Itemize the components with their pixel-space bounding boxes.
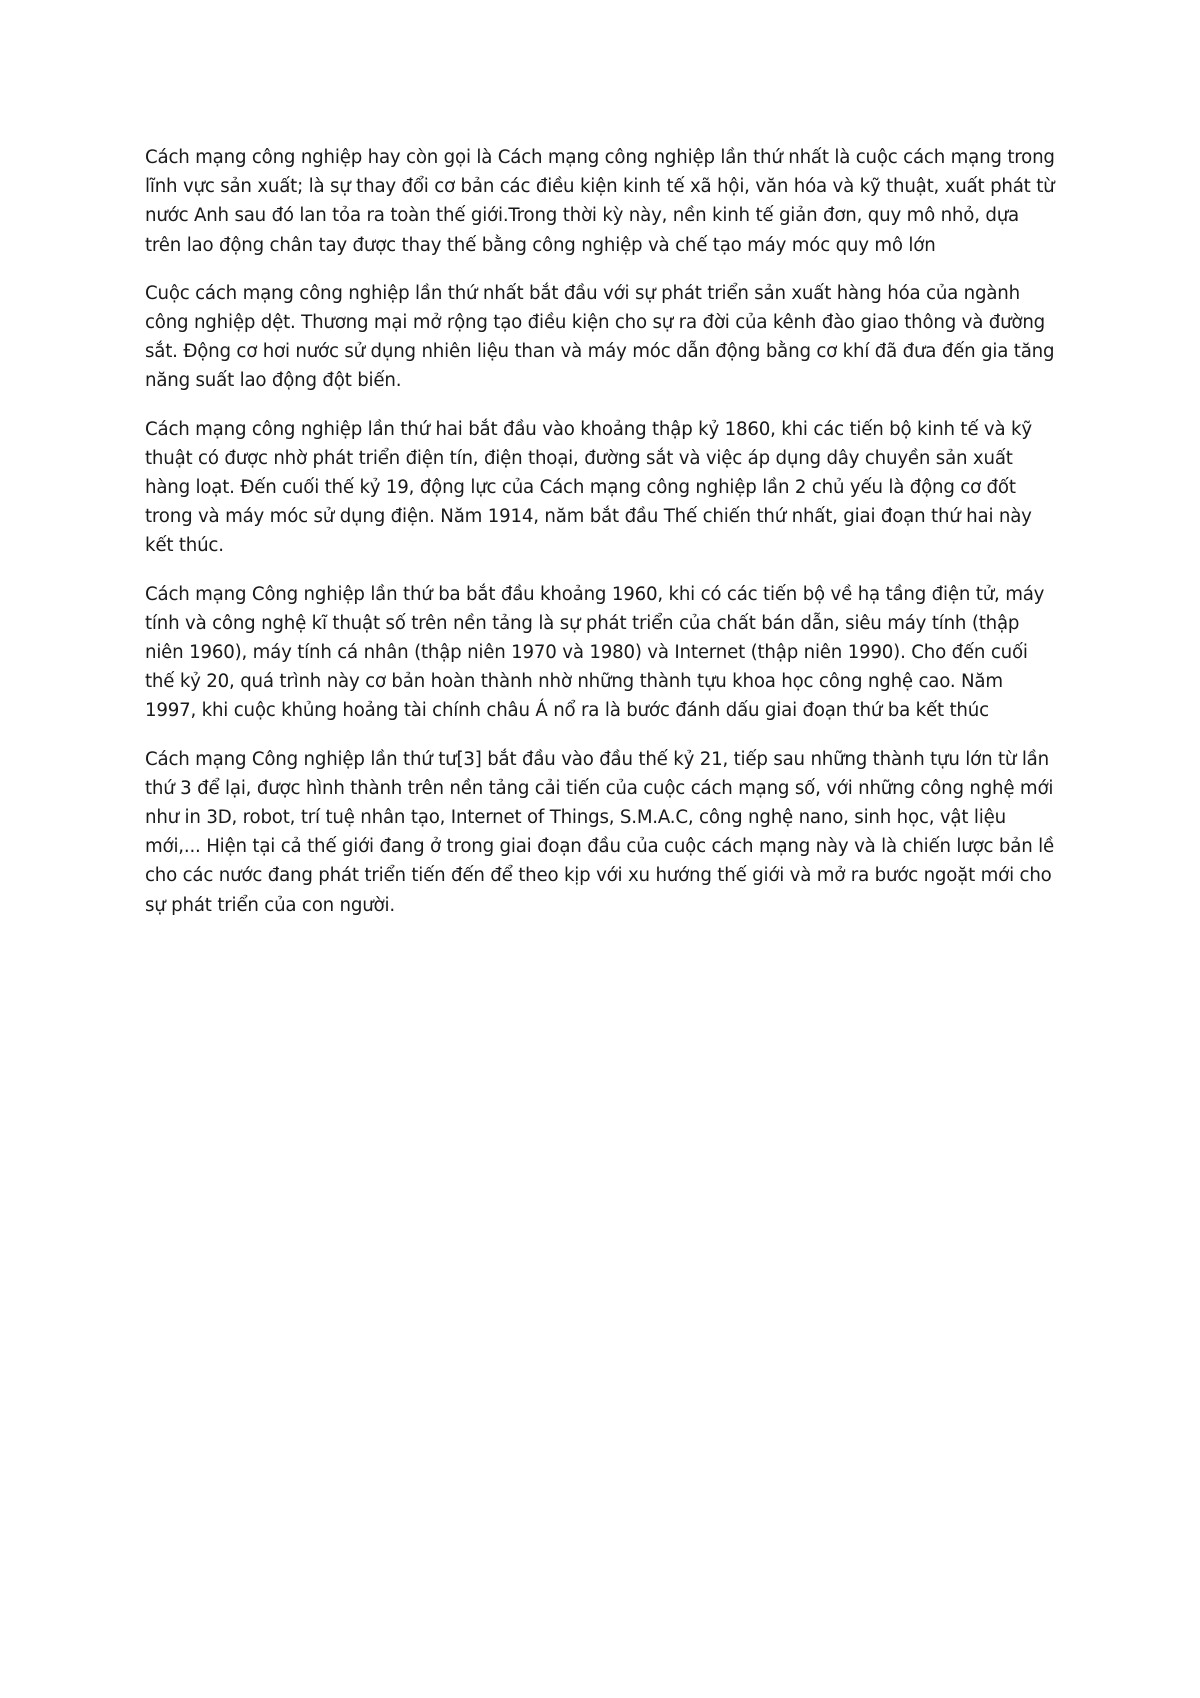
paragraph-first-industrial-revolution: Cách mạng công nghiệp hay còn gọi là Cách mạng công nghiệp lần thứ nhất là cuộc cách mạng trong lĩnh vực sản xuất; là sự thay đổi cơ bản các điều kiện kinh tế xã hội, văn hóa và kỹ thuật, xuất phát từ nước Anh sau đó lan tỏa ra toàn thế giới.Trong thời kỳ này, nền kinh tế giản đơn, quy mô nhỏ, dựa trên lao động chân tay được thay thế bằng công nghiệp và chế tạo máy móc quy mô lớn xyxy=(145,147,1055,256)
paragraph-second-industrial-revolution: Cách mạng công nghiệp lần thứ hai bắt đầu vào khoảng thập kỷ 1860, khi các tiến bộ kinh tế và kỹ thuật có được nhờ phát triển điện tín, điện thoại, đường sắt và việc áp dụng dây chuyền sản xuất hàng loạt. Đến cuối thế kỷ 19, động lực của Cách mạng công nghiệp lần 2 chủ yếu là động cơ đốt trong và máy móc sử dụng điện. Năm 1914, năm bắt đầu Thế chiến thứ nhất, giai đoạn thứ hai này kết thúc. xyxy=(145,418,1032,557)
paragraph-first-revolution-details: Cuộc cách mạng công nghiệp lần thứ nhất bắt đầu với sự phát triển sản xuất hàng hóa của ngành công nghiệp dệt. Thương mại mở rộng tạo điều kiện cho sự ra đời của kênh đào giao thông và đường sắt. Động cơ hơi nước sử dụng nhiên liệu than và máy móc dẫn động bằng cơ khí đã đưa đến gia tăng năng suất lao động đột biến. xyxy=(145,282,1055,392)
document-body xyxy=(145,143,1055,939)
paragraph-fourth-industrial-revolution: Cách mạng Công nghiệp lần thứ tư[3] bắt đầu vào đầu thế kỷ 21, tiếp sau những thành tựu lớn từ lần thứ 3 để lại, được hình thành trên nền tảng cải tiến của cuộc cách mạng số, với những công nghệ mới như in 3D, robot, trí tuệ nhân tạo, Internet of Things, S.M.A.C, công nghệ nano, sinh học, vật liệu mới,... Hiện tại cả thế giới đang ở trong giai đoạn đầu của cuộc cách mạng này và là chiến lược bản lề cho các nước đang phát triển tiến đến để theo kịp với xu hướng thế giới và mở ra bước ngoặt mới cho sự phát triển của con người. xyxy=(145,748,1054,916)
paragraph-third-industrial-revolution: Cách mạng Công nghiệp lần thứ ba bắt đầu khoảng 1960, khi có các tiến bộ về hạ tầng điện tử, máy tính và công nghệ kĩ thuật số trên nền tảng là sự phát triển của chất bán dẫn, siêu máy tính (thập niên 1960), máy tính cá nhân (thập niên 1970 và 1980) và Internet (thập niên 1990). Cho đến cuối thế kỷ 20, quá trình này cơ bản hoàn thành nhờ những thành tựu khoa học công nghệ cao. Năm 1997, khi cuộc khủng hoảng tài chính châu Á nổ ra là bước đánh dấu giai đoạn thứ ba kết thúc xyxy=(145,583,1045,722)
